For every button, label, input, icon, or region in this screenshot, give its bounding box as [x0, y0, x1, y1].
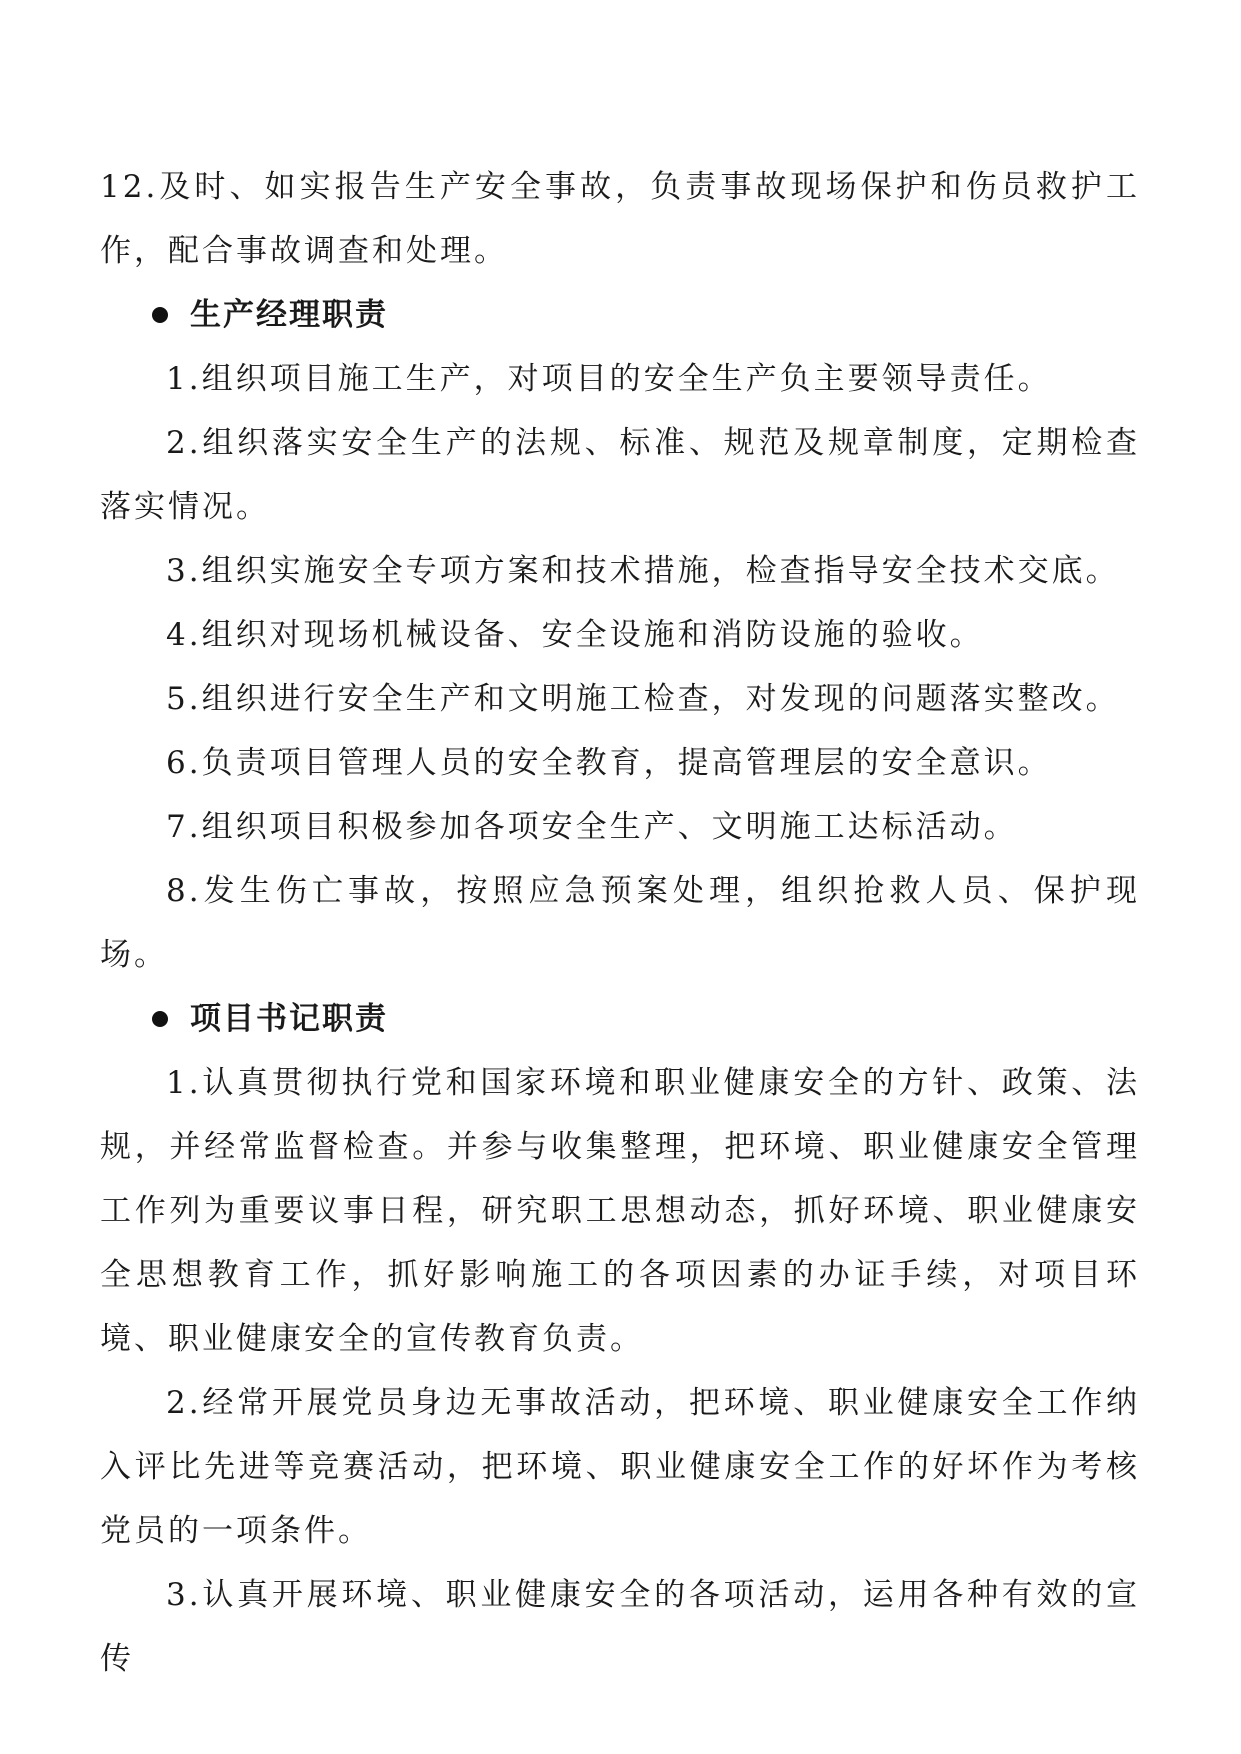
list-item: 6.负责项目管理人员的安全教育，提高管理层的安全意识。 [166, 745, 1052, 781]
list-item: 3.组织实施安全专项方案和技术措施，检查指导安全技术交底。 [166, 553, 1120, 589]
bullet-icon [152, 1011, 168, 1027]
section-heading-project-secretary [100, 987, 1140, 1051]
document-body [100, 155, 1140, 1691]
list-item: 5.组织进行安全生产和文明施工检查，对发现的问题落实整改。 [166, 681, 1120, 717]
section-heading-production-manager [100, 283, 1140, 347]
bullet-icon [152, 307, 168, 323]
section-heading-label: 生产经理职责 [190, 297, 388, 333]
list-item: 1.认真贯彻执行党和国家环境和职业健康安全的方针、政策、法规，并经常监督检查。并参与收集整理，把环境、职业健康安全管理工作列为重要议事日程，研究职工思想动态，抓好环境、职业健康安全思想教育工作，抓好影响施工的各项因素的办证手续，对项目环境、职业健康安全的宣传教育负责。 [100, 1065, 1140, 1357]
paragraph-item-12: 12.及时、如实报告生产安全事故，负责事故现场保护和伤员救护工作，配合事故调查和处理。 [100, 169, 1140, 269]
list-item: 3.认真开展环境、职业健康安全的各项活动，运用各种有效的宣传 [100, 1577, 1140, 1677]
list-item: 7.组织项目积极参加各项安全生产、文明施工达标活动。 [166, 809, 1018, 845]
list-item: 2.组织落实安全生产的法规、标准、规范及规章制度，定期检查落实情况。 [100, 425, 1140, 525]
section-heading-label: 项目书记职责 [190, 1001, 388, 1037]
list-item: 4.组织对现场机械设备、安全设施和消防设施的验收。 [166, 617, 984, 653]
list-item: 8.发生伤亡事故，按照应急预案处理，组织抢救人员、保护现场。 [100, 873, 1140, 973]
list-item: 1.组织项目施工生产，对项目的安全生产负主要领导责任。 [166, 361, 1052, 397]
list-item: 2.经常开展党员身边无事故活动，把环境、职业健康安全工作纳入评比先进等竞赛活动，把环境、职业健康安全工作的好坏作为考核党员的一项条件。 [100, 1385, 1140, 1549]
